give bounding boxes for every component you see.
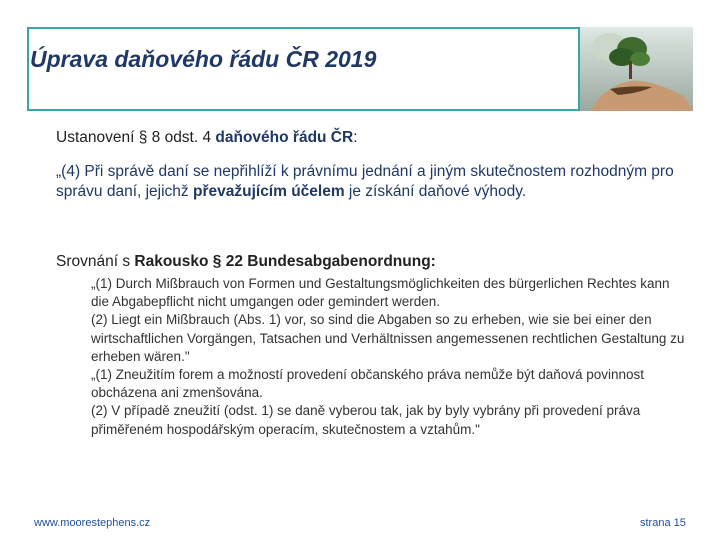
sub-paragraph: (2) V případě zneužití (odst. 1) se daně vyberou tak, jak by byly vybrány při provedení práva přiměřeném hospodářským operacím, skutečnostem a vztahům."	[91, 403, 641, 437]
sub-paragraph: (2) Liegt ein Mißbrauch (Abs. 1) vor, so sind die Abgaben so zu erheben, wie sie bei einer den wirtschaftlichen Vorgängen, Tatsachen und Verhältnissen angemessenen rechtlichen Gestaltung zu erheben wären."	[91, 312, 685, 364]
intro-text: Ustanovení § 8 odst. 4	[56, 129, 216, 146]
slide-title: Úprava daňového řádu ČR 2019	[30, 46, 377, 72]
intro-paragraph	[56, 128, 696, 148]
footer-url-link[interactable]: www.moorestephens.cz	[34, 517, 151, 529]
page-number: strana 15	[640, 517, 686, 529]
sub-paragraph: „(1) Zneužitím forem a možností provedení občanského práva nemůže být daňová povinnost obcházena ani zmenšována.	[91, 367, 645, 401]
hands-with-plant-image	[580, 27, 693, 111]
slide-body	[56, 128, 696, 439]
sub-paragraph: „(1) Durch Mißbrauch von Formen und Gestaltungsmöglichkeiten des bürgerlichen Rechtes kann die Abgabepflicht nicht umgangen oder gemindert werden.	[91, 276, 670, 310]
quote-bold: převažujícím účelem	[193, 183, 345, 200]
austrian-law-quotes	[91, 275, 691, 439]
comparison-heading	[56, 252, 696, 272]
quote-text-1: „(4) Při správě daní se nepřihlíží k právnímu jednání a jiným skutečnostem rozhodným pro správu daní, jejichž	[56, 163, 674, 200]
comparison-bold: Rakousko § 22 Bundesabgabenordnung:	[134, 253, 436, 270]
czech-law-quote	[56, 162, 676, 202]
intro-bold: daňového řádu ČR	[215, 129, 354, 146]
comparison-text: Srovnání s	[56, 253, 135, 270]
intro-colon: :	[353, 129, 358, 146]
quote-text-2: je získání daňové výhody.	[344, 183, 527, 200]
